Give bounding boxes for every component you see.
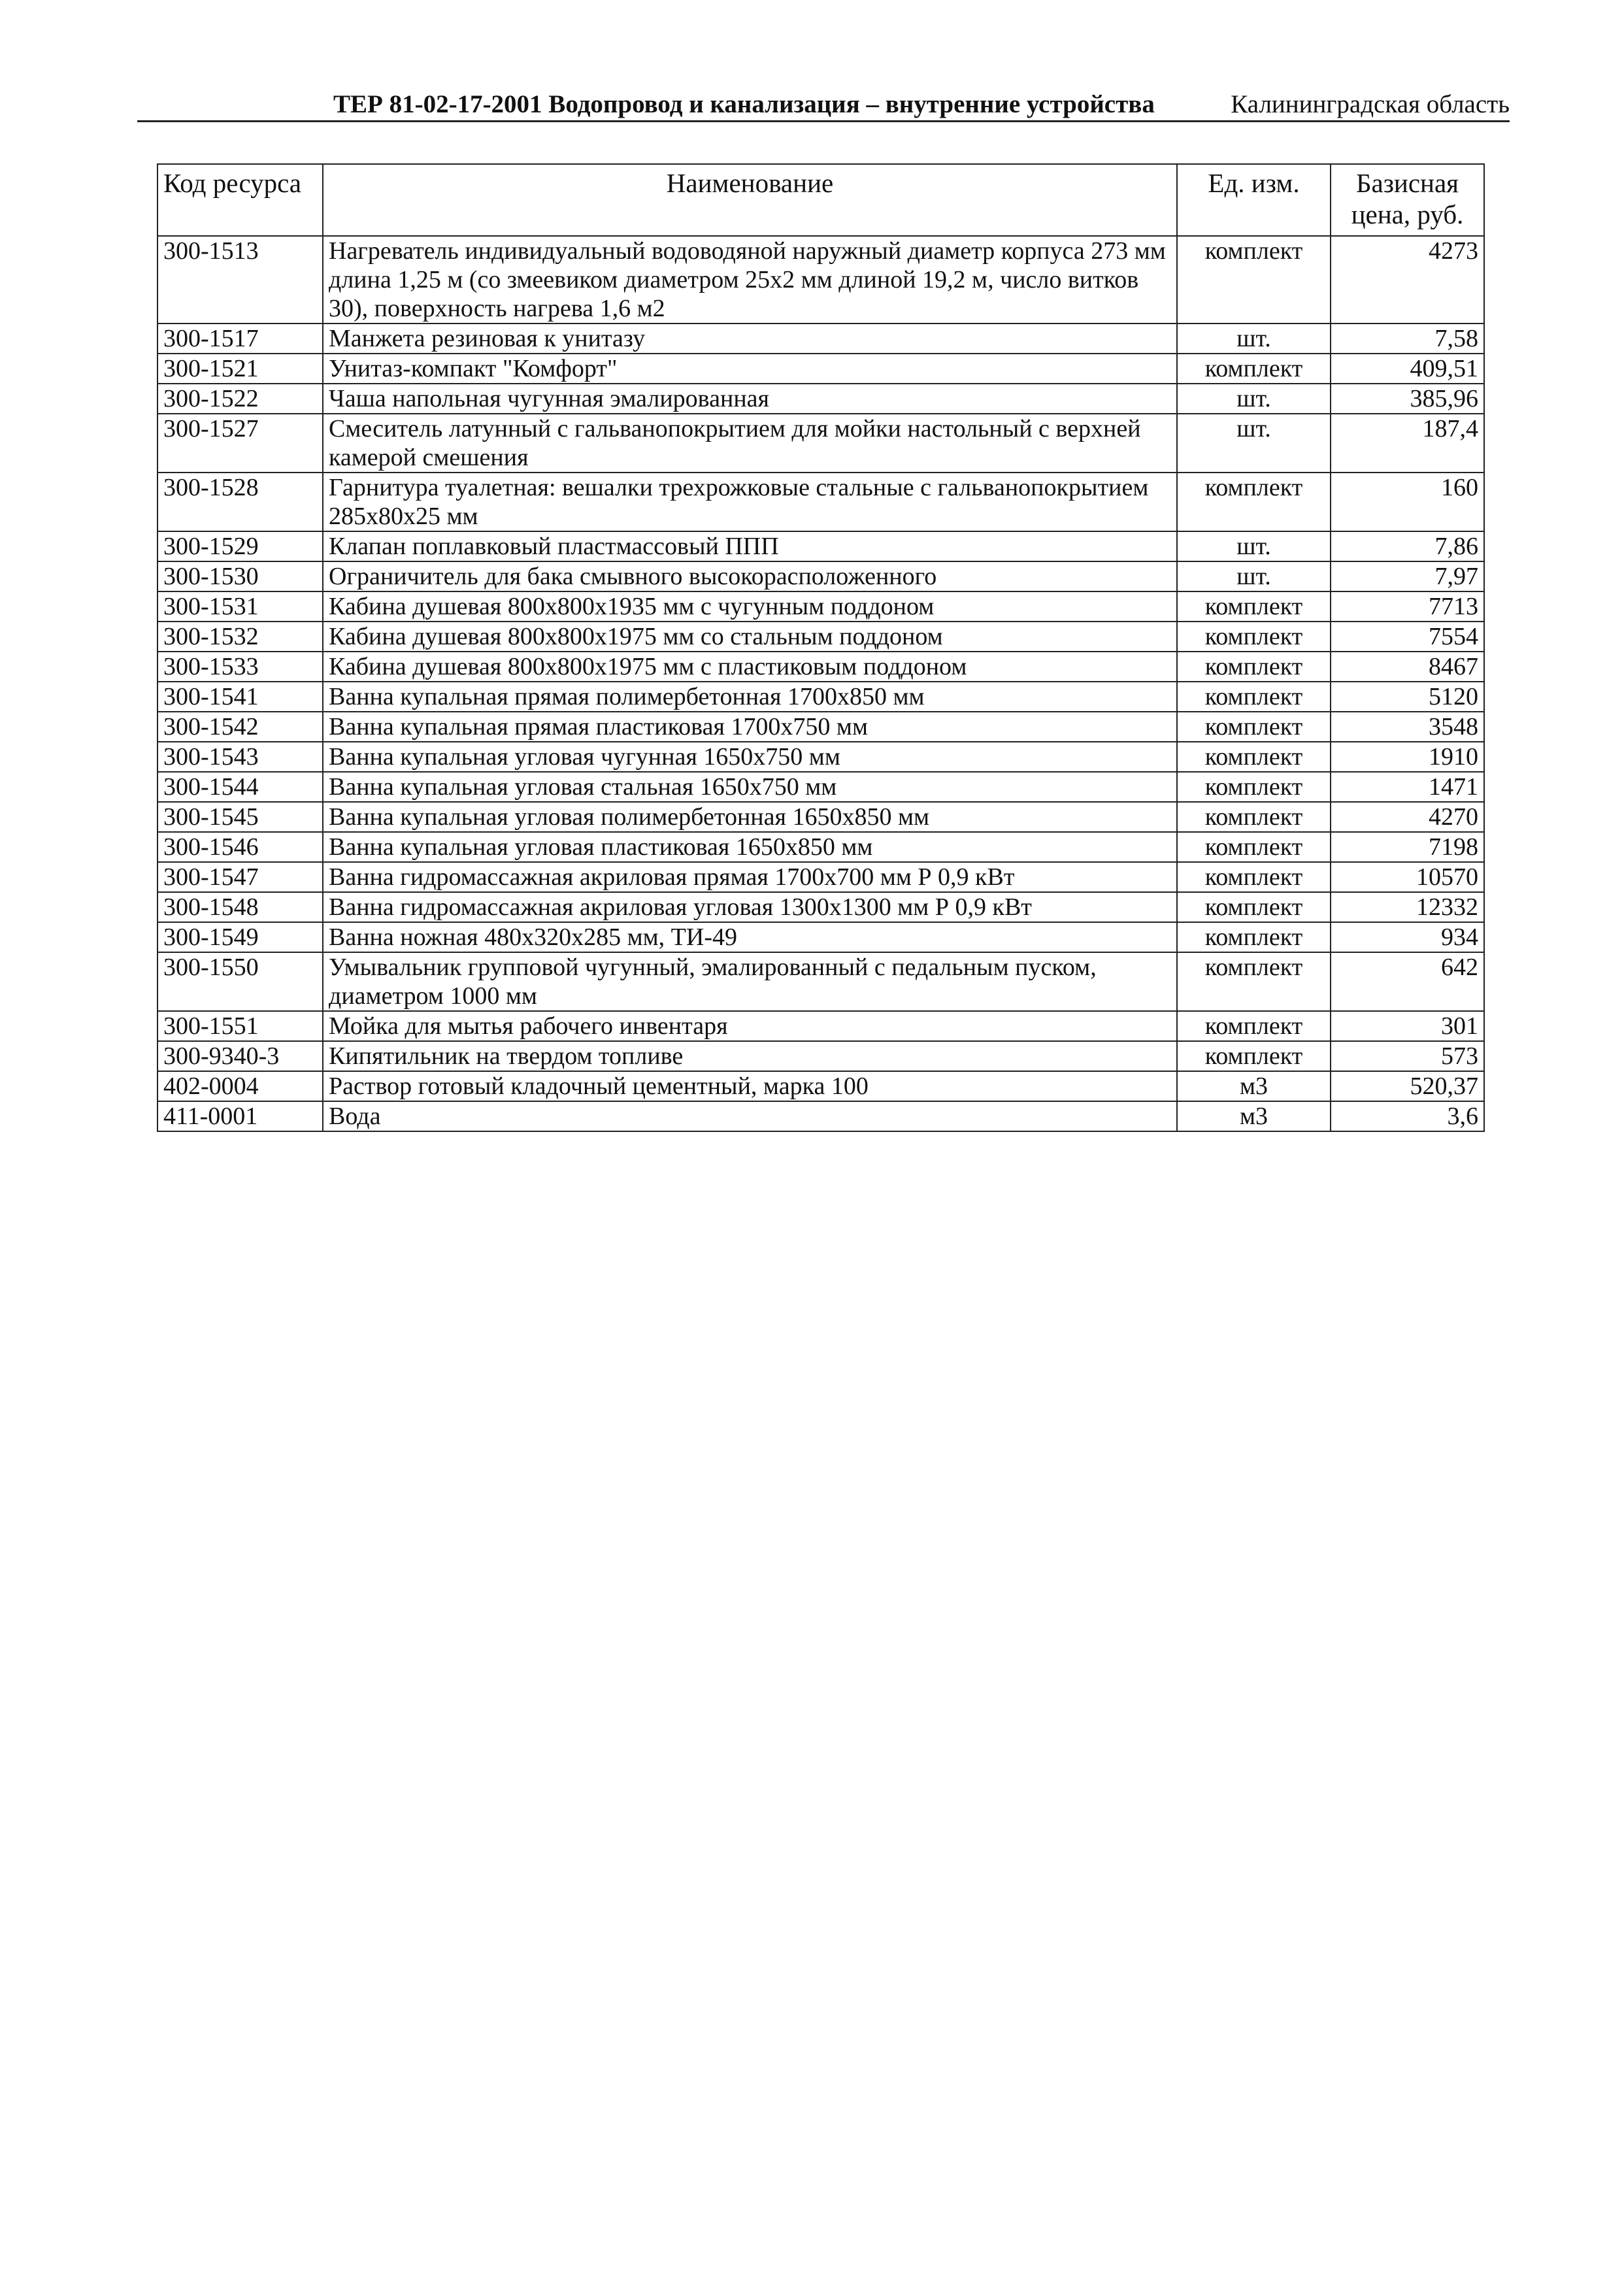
unit-cell: комплект — [1177, 772, 1331, 802]
base-price-cell: 5120 — [1331, 682, 1484, 712]
table-row — [157, 236, 1484, 324]
column-header-unit: Ед. изм. — [1177, 164, 1331, 236]
table-row — [157, 1101, 1484, 1131]
base-price-cell: 1910 — [1331, 742, 1484, 772]
resource-code-cell: 300-1541 — [157, 682, 323, 712]
resource-name-cell: Унитаз-компакт "Комфорт" — [323, 354, 1177, 384]
base-price-cell: 934 — [1331, 922, 1484, 952]
resource-code-cell: 300-1521 — [157, 354, 323, 384]
unit-cell: м3 — [1177, 1101, 1331, 1131]
resource-code-cell: 411-0001 — [157, 1101, 323, 1131]
base-price-cell: 187,4 — [1331, 414, 1484, 473]
base-price-cell: 4273 — [1331, 236, 1484, 324]
base-price-cell: 520,37 — [1331, 1071, 1484, 1101]
unit-cell: шт. — [1177, 324, 1331, 354]
resource-name-cell: Вода — [323, 1101, 1177, 1131]
resource-code-cell: 300-1550 — [157, 952, 323, 1011]
unit-cell: комплект — [1177, 1041, 1331, 1071]
resource-code-cell: 300-1543 — [157, 742, 323, 772]
table-row — [157, 772, 1484, 802]
table-row — [157, 591, 1484, 622]
base-price-cell: 301 — [1331, 1011, 1484, 1041]
resource-code-cell: 300-1533 — [157, 652, 323, 682]
resource-code-cell: 300-1532 — [157, 622, 323, 652]
resource-code-cell: 300-1545 — [157, 802, 323, 832]
resource-code-cell: 300-1530 — [157, 561, 323, 591]
unit-cell: шт. — [1177, 531, 1331, 561]
base-price-cell: 7554 — [1331, 622, 1484, 652]
resource-code-cell: 300-1544 — [157, 772, 323, 802]
table-row — [157, 561, 1484, 591]
resource-name-cell: Манжета резиновая к унитазу — [323, 324, 1177, 354]
base-price-cell: 1471 — [1331, 772, 1484, 802]
resource-name-cell: Ограничитель для бака смывного высокорасположенного — [323, 561, 1177, 591]
resource-code-cell: 300-1548 — [157, 892, 323, 922]
table-row — [157, 531, 1484, 561]
base-price-cell: 573 — [1331, 1041, 1484, 1071]
table-row — [157, 354, 1484, 384]
table-row — [157, 742, 1484, 772]
resource-name-cell: Ванна купальная угловая полимербетонная 1650х850 мм — [323, 802, 1177, 832]
header-divider — [137, 120, 1510, 122]
base-price-cell: 12332 — [1331, 892, 1484, 922]
resource-code-cell: 300-1522 — [157, 384, 323, 414]
base-price-cell: 4270 — [1331, 802, 1484, 832]
table-row — [157, 414, 1484, 473]
resource-name-cell: Ванна купальная угловая чугунная 1650х750 мм — [323, 742, 1177, 772]
unit-cell: комплект — [1177, 682, 1331, 712]
base-price-cell: 3,6 — [1331, 1101, 1484, 1131]
document-title: ТЕР 81-02-17-2001 Водопровод и канализация – внутренние устройства — [333, 90, 1155, 118]
base-price-cell: 160 — [1331, 473, 1484, 531]
unit-cell: комплект — [1177, 1011, 1331, 1041]
unit-cell: комплект — [1177, 742, 1331, 772]
table-row — [157, 473, 1484, 531]
base-price-cell: 8467 — [1331, 652, 1484, 682]
base-price-cell: 10570 — [1331, 862, 1484, 892]
resource-code-cell: 300-1527 — [157, 414, 323, 473]
column-header-name: Наименование — [323, 164, 1177, 236]
resource-name-cell: Кабина душевая 800х800х1975 мм со стальным поддоном — [323, 622, 1177, 652]
unit-cell: комплект — [1177, 354, 1331, 384]
table-row — [157, 682, 1484, 712]
resource-code-cell: 300-1517 — [157, 324, 323, 354]
table-body — [157, 236, 1484, 1131]
resource-code-cell: 300-1546 — [157, 832, 323, 862]
unit-cell: комплект — [1177, 473, 1331, 531]
resource-name-cell: Смеситель латунный с гальванопокрытием для мойки настольный с верхней камерой смешения — [323, 414, 1177, 473]
base-price-cell: 642 — [1331, 952, 1484, 1011]
table-row — [157, 622, 1484, 652]
resource-code-cell: 300-1551 — [157, 1011, 323, 1041]
table-header-row — [157, 164, 1484, 236]
base-price-cell: 409,51 — [1331, 354, 1484, 384]
table-row — [157, 324, 1484, 354]
resource-code-cell: 300-9340-3 — [157, 1041, 323, 1071]
unit-cell: комплект — [1177, 952, 1331, 1011]
resource-name-cell: Гарнитура туалетная: вешалки трехрожковые стальные с гальванопокрытием 285х80х25 мм — [323, 473, 1177, 531]
table-row — [157, 862, 1484, 892]
resource-price-table — [157, 163, 1485, 1132]
table-row — [157, 712, 1484, 742]
resource-name-cell: Ванна купальная прямая полимербетонная 1700х850 мм — [323, 682, 1177, 712]
resource-name-cell: Ванна купальная угловая стальная 1650х750 мм — [323, 772, 1177, 802]
table-row — [157, 952, 1484, 1011]
resource-code-cell: 300-1549 — [157, 922, 323, 952]
resource-name-cell: Нагреватель индивидуальный водоводяной наружный диаметр корпуса 273 мм длина 1,25 м (со змеевиком диаметром 25х2 мм длиной 19,2 м, число витков 30), поверхность нагрева 1,6 м2 — [323, 236, 1177, 324]
unit-cell: комплект — [1177, 802, 1331, 832]
unit-cell: м3 — [1177, 1071, 1331, 1101]
resource-code-cell: 402-0004 — [157, 1071, 323, 1101]
column-header-code: Код ресурса — [157, 164, 323, 236]
base-price-cell: 3548 — [1331, 712, 1484, 742]
resource-code-cell: 300-1547 — [157, 862, 323, 892]
unit-cell: комплект — [1177, 652, 1331, 682]
table-row — [157, 922, 1484, 952]
base-price-cell: 385,96 — [1331, 384, 1484, 414]
resource-name-cell: Клапан поплавковый пластмассовый ППП — [323, 531, 1177, 561]
unit-cell: шт. — [1177, 384, 1331, 414]
resource-code-cell: 300-1513 — [157, 236, 323, 324]
resource-name-cell: Ванна купальная прямая пластиковая 1700х750 мм — [323, 712, 1177, 742]
resource-name-cell: Мойка для мытья рабочего инвентаря — [323, 1011, 1177, 1041]
resource-name-cell: Ванна ножная 480х320х285 мм, ТИ-49 — [323, 922, 1177, 952]
unit-cell: комплект — [1177, 712, 1331, 742]
unit-cell: шт. — [1177, 414, 1331, 473]
region-name: Калининградская область — [1231, 90, 1510, 118]
unit-cell: комплект — [1177, 236, 1331, 324]
base-price-cell: 7,97 — [1331, 561, 1484, 591]
resource-name-cell: Ванна гидромассажная акриловая угловая 1300х1300 мм Р 0,9 кВт — [323, 892, 1177, 922]
resource-name-cell: Кабина душевая 800х800х1935 мм с чугунным поддоном — [323, 591, 1177, 622]
column-header-price: Базисная цена, руб. — [1331, 164, 1484, 236]
base-price-cell: 7713 — [1331, 591, 1484, 622]
unit-cell: комплект — [1177, 862, 1331, 892]
resource-name-cell: Раствор готовый кладочный цементный, марка 100 — [323, 1071, 1177, 1101]
resource-code-cell: 300-1542 — [157, 712, 323, 742]
unit-cell: комплект — [1177, 622, 1331, 652]
resource-name-cell: Кабина душевая 800х800х1975 мм с пластиковым поддоном — [323, 652, 1177, 682]
resource-name-cell: Ванна гидромассажная акриловая прямая 1700х700 мм Р 0,9 кВт — [323, 862, 1177, 892]
table-row — [157, 892, 1484, 922]
unit-cell: шт. — [1177, 561, 1331, 591]
resource-code-cell: 300-1531 — [157, 591, 323, 622]
unit-cell: комплект — [1177, 591, 1331, 622]
base-price-cell: 7198 — [1331, 832, 1484, 862]
table-row — [157, 1011, 1484, 1041]
table-row — [157, 1041, 1484, 1071]
resource-code-cell: 300-1529 — [157, 531, 323, 561]
page-header — [137, 86, 1510, 123]
table-row — [157, 384, 1484, 414]
table-row — [157, 802, 1484, 832]
resource-name-cell: Кипятильник на твердом топливе — [323, 1041, 1177, 1071]
unit-cell: комплект — [1177, 832, 1331, 862]
resource-code-cell: 300-1528 — [157, 473, 323, 531]
table-row — [157, 652, 1484, 682]
unit-cell: комплект — [1177, 892, 1331, 922]
table-row — [157, 832, 1484, 862]
resource-name-cell: Умывальник групповой чугунный, эмалированный с педальным пуском, диаметром 1000 мм — [323, 952, 1177, 1011]
unit-cell: комплект — [1177, 922, 1331, 952]
base-price-cell: 7,58 — [1331, 324, 1484, 354]
resource-name-cell: Чаша напольная чугунная эмалированная — [323, 384, 1177, 414]
table-row — [157, 1071, 1484, 1101]
base-price-cell: 7,86 — [1331, 531, 1484, 561]
resource-name-cell: Ванна купальная угловая пластиковая 1650х850 мм — [323, 832, 1177, 862]
